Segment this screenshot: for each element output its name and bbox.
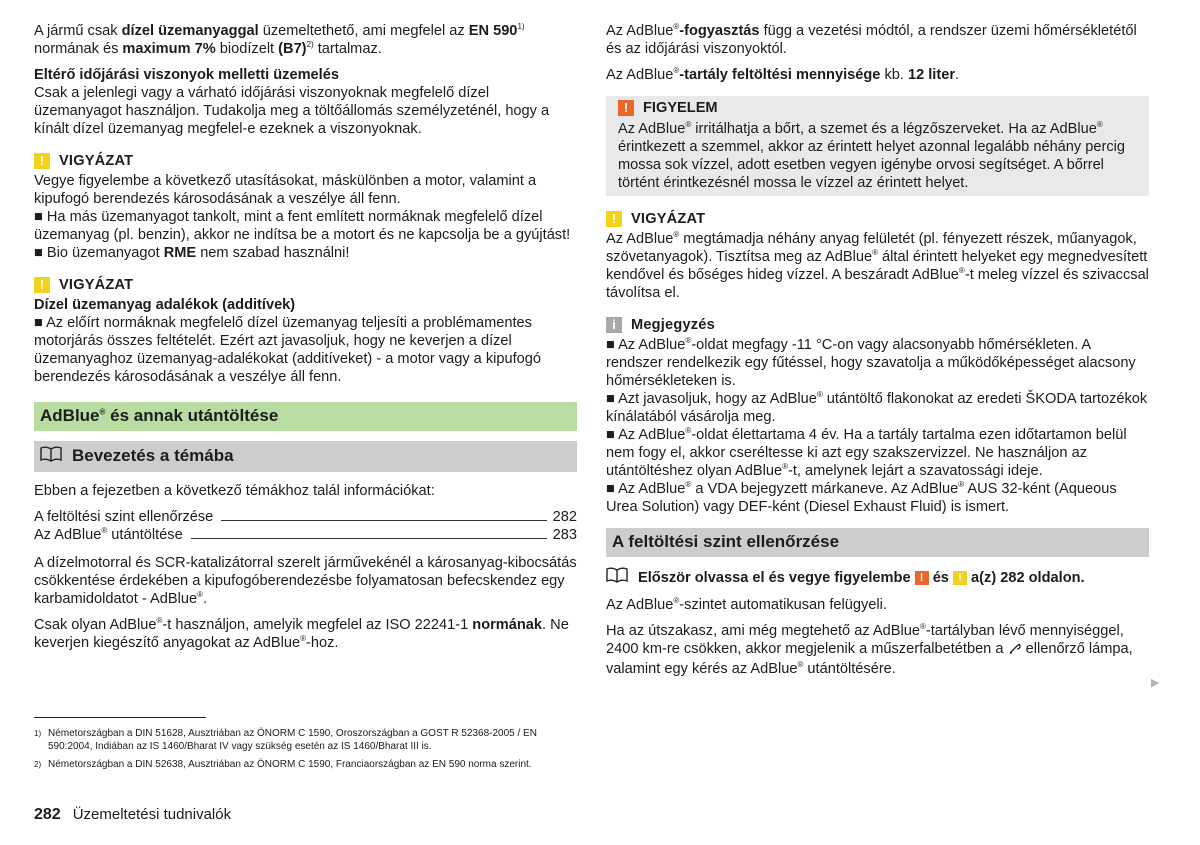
iso-paragraph: Csak olyan AdBlue®-t használjon, amelyik megfelel az ISO 22241-1 normának. Ne keverjen kiegészítő anyagokat az AdBlue®-hoz. <box>34 616 569 651</box>
section-heading-adblue: AdBlue® és annak utántöltése <box>34 402 577 431</box>
note-heading: i Megjegyzés <box>606 316 1149 334</box>
section-name: Üzemeltetési tudnivalók <box>72 806 232 823</box>
remaining-paragraph: Ha az útszakasz, ami még megtehető az AdBlue®-tartályban lévő mennyiséggel, 2400 km-re csökken, akkor megjelenik a műszerfalbetétben a ellenőrző lámpa, valamint egy kérés az AdBlue® utántöltésére. <box>606 622 1133 677</box>
info-icon: i <box>606 317 622 333</box>
warning-heading: ! FIGYELEM <box>618 96 1137 120</box>
next-page-arrow-icon[interactable]: ▶ <box>1151 677 1160 689</box>
toc-entry[interactable]: A feltöltési szint ellenőrzése 282 <box>34 509 577 525</box>
adblue-warning-lamp-icon <box>1008 641 1022 660</box>
footnote: 1) Németországban a DIN 51628, Ausztriában az ÖNORM C 1590, Oroszországban a GOST R 52368-2005 / EN 590:2004, Indiában az IS 1460/Bharat IV vagy szükség esetén az IS 1460/Bharat III is. <box>34 728 537 752</box>
caution-heading: ! VIGYÁZAT <box>34 152 577 170</box>
caution-icon: ! <box>34 277 50 293</box>
warning-icon[interactable]: ! <box>915 571 929 585</box>
note-bullet: ■ Az AdBlue®-oldat megfagy -11 °C-on vagy alacsonyabb hőmérsékleten. A rendszer rendelkezik egy fűtéssel, hogy szavatolja a működőképességet alacsony hőmérsékleteken is. <box>606 336 1136 389</box>
weather-paragraph: Csak a jelenlegi vagy a várható időjárási viszonyoknak megfelelő dízel üzemanyagot használjon. Tudakolja meg a töltőállomás személyzeténél, hogy a kínált dízel üzemanyag megfelel-e ezeknek a viszonyoknak. <box>34 85 550 137</box>
caution-heading: ! VIGYÁZAT <box>606 210 1149 228</box>
caution-text: Vegye figyelembe a következő utasításokat, máskülönben a motor, valamint a kipufogó berendezés károsodásának a veszélye áll fenn. <box>34 173 537 207</box>
footnotes <box>34 717 577 778</box>
caution-bullet: ■ Bio üzemanyagot RME nem szabad használni! <box>34 245 350 261</box>
intro-heading: Bevezetés a témába <box>34 441 577 472</box>
intro-text: Ebben a fejezetben a következő témákhoz talál információkat: <box>34 483 435 499</box>
weather-heading: Eltérő időjárási viszonyok melletti üzemelés <box>34 67 339 83</box>
caution-bullet: ■ Az előírt normáknak megfelelő dízel üzemanyag teljesíti a problémamentes motorjárás összes feltételét. Ezért azt javasoljuk, hogy ne keverjen a dízel üzemanyaghoz üzemanyag-adalékokat (additíveket) - a motor vagy a kipufogó berendezés károsodásának a veszélye áll fenn. <box>34 315 542 385</box>
note-bullet: ■ Azt javasoljuk, hogy az AdBlue® utántöltő flakonokat az eredeti ŠKODA tartozékok kínálatából vásárolja meg. <box>606 390 1148 425</box>
footnote-ref[interactable]: 1) <box>517 22 525 32</box>
caution-icon: ! <box>34 153 50 169</box>
fuel-paragraph: A jármű csak dízel üzemanyaggal üzemeltethető, ami megfelel az EN 590$^{1)}$ normának és maximum 7% biodízelt $(B7)^{2)}$ tartalmaz. <box>34 22 525 57</box>
note-bullet: ■ Az AdBlue®-oldat élettartama 4 év. Ha a tartály tartalma ezen időtartamon belül nem fogy el, akkor cseréltesse ki azt egy szakszervizzel. Ne használjon az utántöltéshez olyan AdBlue®-t, amelynek lejárt a szavatossági ideje. <box>606 426 1127 479</box>
caution-icon[interactable]: ! <box>953 571 967 585</box>
right-column <box>606 22 1149 686</box>
consumption-paragraph: Az AdBlue®-fogyasztás függ a vezetési módtól, a rendszer üzemi hőmérsékletétől és az időjárási viszonyoktól. <box>606 22 1137 57</box>
warning-box <box>606 96 1149 196</box>
toc-entry[interactable]: Az AdBlue® utántöltése 283 <box>34 526 577 543</box>
warning-icon: ! <box>618 100 634 116</box>
footnote-ref[interactable]: 2) <box>306 40 314 50</box>
warning-text: Az AdBlue® irritálhatja a bőrt, a szemet és a légzőszerveket. Ha az AdBlue® érintkezett a szemmel, akkor az érintett helyet azonnal legalább néhány percig mossa sok vízzel, adott esetben vegyen igénybe orvosi segítséget. A bőrrel történt érintkezésnél mossa le vízzel az érintett helyet. <box>618 120 1126 191</box>
page-footer <box>34 806 231 824</box>
caution-icon: ! <box>606 211 622 227</box>
tank-paragraph: Az AdBlue®-tartály feltöltési mennyisége kb. 12 liter. <box>606 66 960 83</box>
scr-paragraph: A dízelmotorral és SCR-katalizátorral szerelt járművekénél a károsanyag-kibocsátás csökkentése érdekében a kipufogóberendezésbe folyamatosan befecskendez egy karbamidoldatot - AdBlue®. <box>34 555 577 607</box>
caution-text: Az AdBlue® megtámadja néhány anyag felületét (pl. fényezett részek, műanyagok, szövetanyagok). Tisztítsa meg az AdBlue® által érintett helyeket egy megnedvesített kendővel és bőséges hideg vízzel. A beszáradt AdBlue®-t meleg vízzel és szivaccsal távolítsa el. <box>606 230 1149 301</box>
auto-paragraph: Az AdBlue®-szintet automatikusan felügyeli. <box>606 596 887 613</box>
page-number: 282 <box>34 806 61 823</box>
caution-bullet: ■ Ha más üzemanyagot tankolt, mint a fent említett normáknak megfelelő dízel üzemanyag (pl. benzin), akkor ne indítsa be a motort és ne kapcsolja be a gyújtást! <box>34 209 571 243</box>
book-icon <box>606 567 628 588</box>
footnote: 2) Németországban a DIN 52638, Ausztriában az ÖNORM C 1590, Franciaországban az EN 590 norma szerint. <box>34 759 532 770</box>
additives-subheading: Dízel üzemanyag adalékok (additívek) <box>34 297 296 313</box>
read-first-line: Először olvassa el és vegye figyelembe ! és ! a(z) 282 oldalon. <box>606 567 1149 588</box>
left-column <box>34 22 577 660</box>
caution-heading: ! VIGYÁZAT <box>34 276 577 294</box>
book-icon <box>40 446 62 466</box>
section-heading-level: A feltöltési szint ellenőrzése <box>606 528 1149 557</box>
note-bullet: ■ Az AdBlue® a VDA bejegyzett márkaneve. Az AdBlue® AUS 32-ként (Aqueous Urea Solution) vagy DEF-ként (Diesel Exhaust Fluid) is ismert. <box>606 480 1117 515</box>
